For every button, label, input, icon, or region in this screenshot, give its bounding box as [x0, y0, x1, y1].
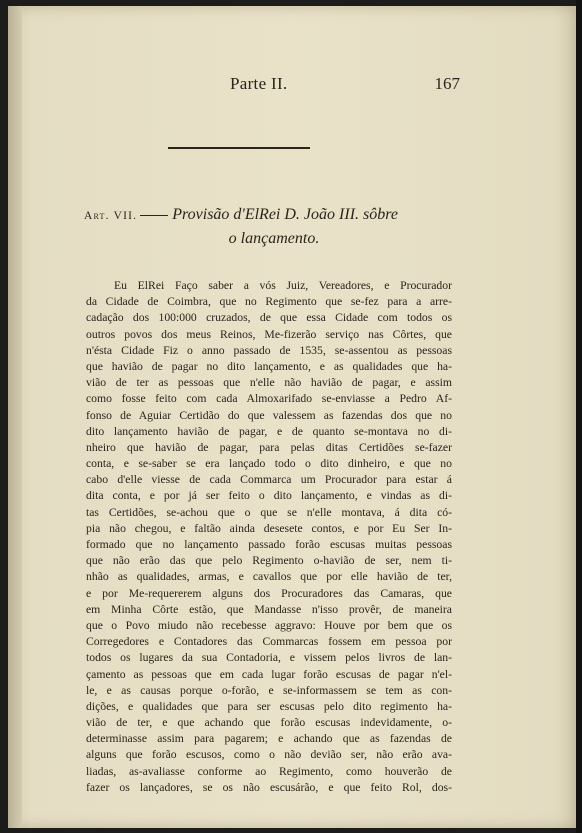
text-line: que o Povo miudo não recebesse aggravo: Houve por bem que os [86, 618, 452, 632]
text-line: cabo d'elle viesse de cada Commarca um Procurador para estar á [86, 473, 452, 487]
article-title-line-2: o lançamento. [228, 230, 320, 247]
text-line: determinasse assim para pagarem; e achando que as fazendas de [86, 732, 452, 746]
text-line: em Minha Côrte estão, que Mandasse n'isso provêr, de maneira [86, 602, 452, 616]
text-line: dita conta, e por já ser feito o dito lançamento, e vindas as di- [86, 489, 452, 503]
article-title-line-1: Provisão d'ElRei D. João III. sôbre [172, 206, 398, 223]
text-line: tas Certidões, se-achou que o que se n'elle montava, á dita có- [86, 505, 452, 519]
text-line: dições, e qualidades que para ser escusas pelo dito regimento ha- [86, 699, 452, 713]
text-line: pia não chegou, e faltão ainda desesete contos, e por Eu Ser In- [86, 521, 452, 535]
text-line: vião de ter, e que achando que forão escusas indevidamente, o- [86, 716, 452, 730]
text-line: alguns que forão escusos, como o não devião ser, não erão ava- [86, 748, 452, 762]
header-rule [168, 147, 310, 149]
text-line: nhão as qualidades, armas, e cavallos que por elle havião de ter, [86, 570, 452, 584]
text-line: vião de ter as pessoas que n'elle não havião de pagar, e assim [86, 376, 452, 390]
scan-edge [576, 0, 582, 833]
text-line: da Cidade de Coimbra, que no Regimento que se-fez para a arre- [86, 295, 452, 309]
text-line: liadas, as-avaliasse conforme ao Regimento, como houverão de [86, 764, 452, 778]
text-line: todos os lugares da sua Contadoria, e vissem pelos livros de lan- [86, 651, 452, 665]
text-line: n'ésta Cidade Fiz o anno passado de 1535, se-assentou as pessoas [86, 343, 452, 357]
text-line: çamento as pessoas que em cada lugar forão escusas de pagar n'el- [86, 667, 452, 681]
text-line: outros povos dos meus Reinos, Me-fizerão serviço nas Côrtes, que [86, 327, 452, 341]
article-label: Art. VII. [84, 210, 138, 222]
page-header [60, 74, 460, 98]
page-number: 167 [434, 74, 460, 93]
text-line: le, e as causas porque o-forão, e se-informassem se tem as con- [86, 683, 452, 697]
text-line: fazer os lançadores, se os não escusárão, e que feito Rol, dos- [86, 780, 452, 794]
text-line: conta, e se-saber se era lançado todo o dito dinheiro, e que no [86, 457, 452, 471]
text-line: como fosse feito com cada Almoxarifado se-enviasse a Pedro Af- [86, 392, 452, 406]
text-line: nheiro que havião de pagar, para pelas ditas Certidões se-fazer [86, 440, 452, 454]
text-line: fonso de Aguiar Certidão do que valessem as fazendas dos que no [86, 408, 452, 422]
heading-dash [140, 215, 168, 216]
text-line: Corregedores e Contadores das Commarcas fossem em pessoa por [86, 635, 452, 649]
page-binding-shadow [8, 6, 22, 828]
article-heading [84, 203, 454, 251]
text-line: formado que no lançamento passado forão escusas muitas pessoas [86, 538, 452, 551]
text-line: e por Me-requererem alguns dos Procuradores das Camaras, que [86, 586, 452, 600]
text-line: que havião de pagar no dito lançamento, e as qualidades que ha- [86, 359, 452, 373]
body-text [86, 278, 452, 796]
text-line: cadação dos 100:000 cruzados, de que essa Cidade com todos os [86, 311, 452, 325]
running-head: Parte II. [230, 74, 288, 93]
text-line: Eu ElRei Faço saber a vós Juiz, Vereadores, e Procurador [114, 279, 452, 292]
text-line: dito lançamento havião de pagar, e de quanto se-montava no di- [86, 424, 452, 438]
text-line: que não erão das que pelo Regimento o-havião de ser, nem ti- [86, 554, 452, 568]
